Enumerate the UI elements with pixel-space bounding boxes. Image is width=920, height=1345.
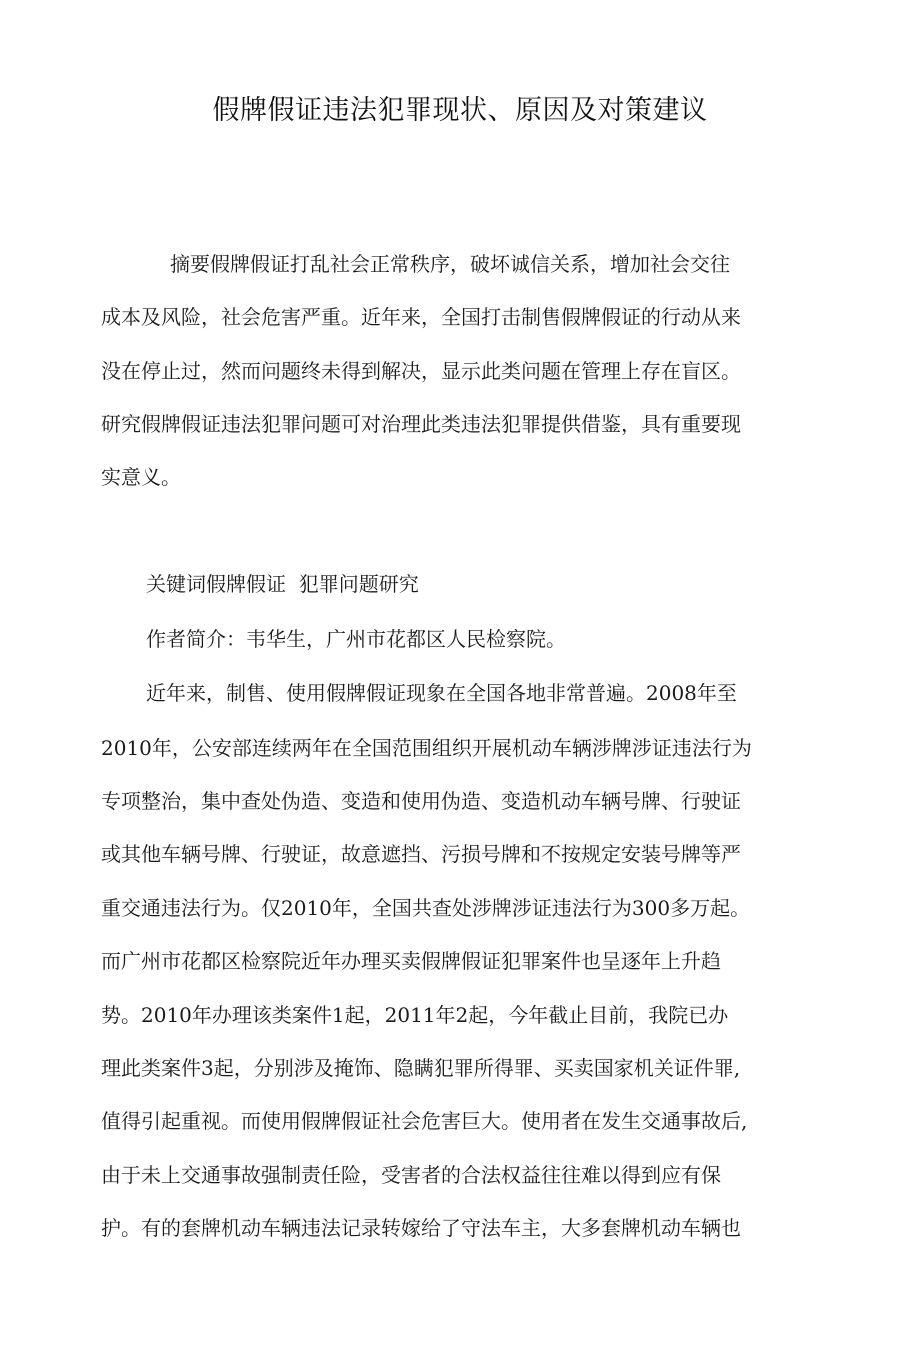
abstract-line: 没在停止过，然而问题终未得到解决，显示此类问题在管理上存在盲区。 (101, 359, 741, 383)
body-line: 近年来，制售、使用假牌假证现象在全国各地非常普遍。2008年至 (146, 681, 737, 705)
body-line: 专项整治，集中查处伪造、变造和使用伪造、变造机动车辆号牌、行驶证 (101, 789, 741, 813)
body-line: 势。2010年办理该类案件1起，2011年2起，今年截止目前，我院已办 (101, 1003, 729, 1027)
keywords-line: 关键词假牌假证 犯罪问题研究 (146, 572, 419, 596)
abstract-line: 研究假牌假证违法犯罪问题可对治理此类违法犯罪提供借鉴，具有重要现 (101, 412, 741, 436)
body-line: 或其他车辆号牌、行驶证，故意遮挡、污损号牌和不按规定安装号牌等严 (101, 842, 741, 866)
document-title: 假牌假证违法犯罪现状、原因及对策建议 (212, 95, 708, 126)
abstract-line: 摘要假牌假证打乱社会正常秩序，破坏诚信关系，增加社会交往 (170, 252, 730, 276)
author-line: 作者简介：韦华生，广州市花都区人民检察院。 (146, 627, 566, 651)
body-line: 而广州市花都区检察院近年办理买卖假牌假证犯罪案件也呈逐年上升趋 (101, 949, 721, 973)
body-line: 理此类案件3起，分别涉及掩饰、隐瞒犯罪所得罪、买卖国家机关证件罪, (101, 1056, 741, 1080)
body-line: 护。有的套牌机动车辆违法记录转嫁给了守法车主，大多套牌机动车辆也 (101, 1216, 741, 1240)
abstract-line: 实意义。 (101, 465, 181, 489)
body-line: 重交通违法行为。仅2010年，全国共查处涉牌涉证违法行为300多万起。 (101, 896, 751, 920)
body-line: 2010年，公安部连续两年在全国范围组织开展机动车辆涉牌涉证违法行为 (101, 736, 752, 760)
body-line: 由于未上交通事故强制责任险，受害者的合法权益往往难以得到应有保 (101, 1163, 721, 1187)
body-line: 值得引起重视。而使用假牌假证社会危害巨大。使用者在发生交通事故后, (101, 1109, 748, 1133)
abstract-line: 成本及风险，社会危害严重。近年来，全国打击制售假牌假证的行动从来 (101, 305, 741, 329)
